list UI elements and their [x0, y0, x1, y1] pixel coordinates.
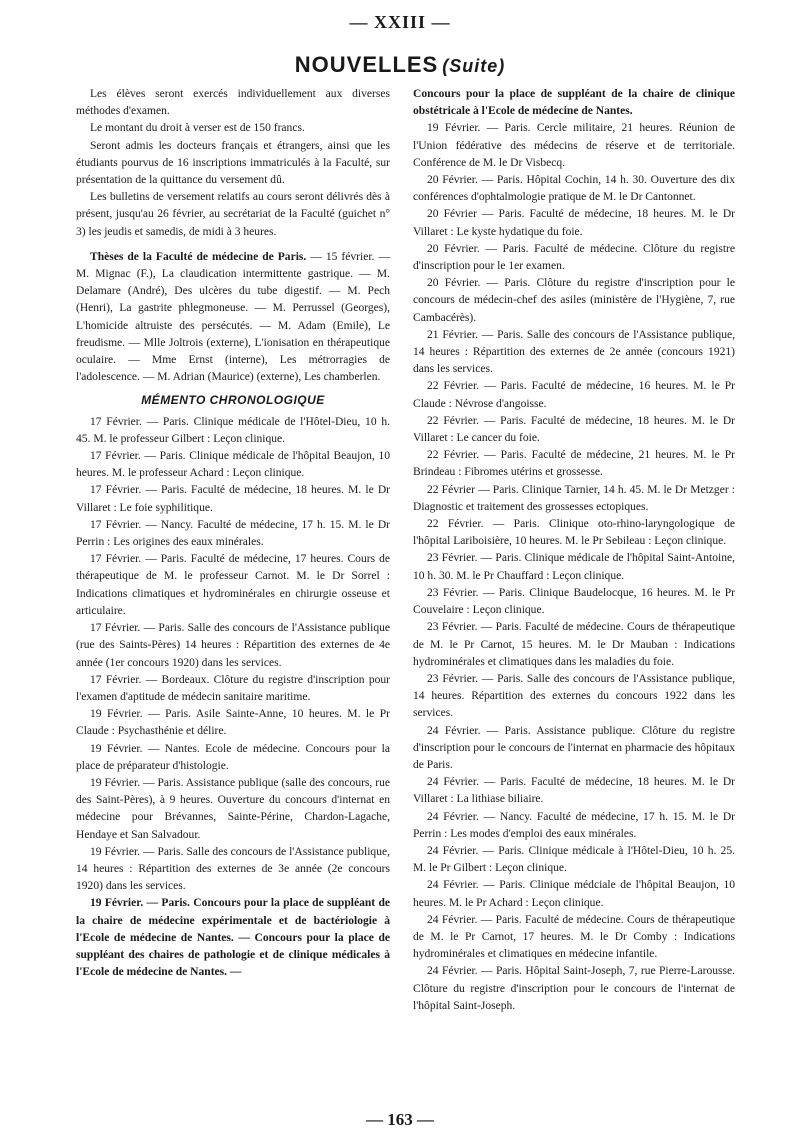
intro-paragraph: Seront admis les docteurs français et étrangers, ainsi que les étudiants pourvus de 16 inscriptions immatriculés à la Faculté, sur présentation de la quittance du versement dû. — [76, 139, 390, 187]
section-title — [0, 52, 800, 78]
memento-entry: 19 Février. — Paris. Salle des concours de l'Assistance publique, 14 heures : Répartition des externes de 3e année (2e concours 1920) dans les services. — [76, 845, 390, 893]
memento-entry: 24 Février. — Paris. Faculté de médecine, 18 heures. M. le Dr Villaret : La lithiase biliaire. — [413, 776, 735, 806]
left-column — [76, 86, 390, 981]
memento-entry: 22 Février. — Paris. Faculté de médecine, 16 heures. M. le Pr Claude : Névrose d'angoisse. — [413, 380, 735, 410]
memento-entry: 17 Février. — Paris. Clinique médicale de l'hôpital Beaujon, 10 heures. M. le professeur Achard : Leçon clinique. — [76, 450, 390, 480]
intro-paragraph: Les bulletins de versement relatifs au cours seront délivrés dès à présent, jusqu'au 26 février, au secrétariat de la Faculté (guichet n° 3) les jeudis et samedis, de midi à 3 heures. — [76, 191, 390, 238]
memento-entry: 20 Février. — Paris. Faculté de médecine. Clôture du registre d'inscription pour le 1er examen. — [413, 242, 735, 273]
memento-entry: 17 Février. — Bordeaux. Clôture du registre d'inscription pour l'examen d'aptitude de médecin sanitaire maritime. — [76, 673, 390, 703]
memento-entry: 22 Février. — Paris. Faculté de médecine, 21 heures. M. le Pr Brindeau : Fibromes utérins et grossesse. — [413, 449, 735, 479]
memento-heading: MÉMENTO CHRONOLOGIQUE — [141, 393, 325, 408]
theses-heading: Thèses de la Faculté de médecine de Paris. — [90, 250, 307, 263]
title-main: NOUVELLES — [294, 52, 439, 77]
memento-entry: 17 Février. — Nancy. Faculté de médecine, 17 h. 15. M. le Dr Perrin : Les origines des eaux minérales. — [76, 518, 390, 549]
memento-entry: 17 Février. — Paris. Faculté de médecine, 17 heures. Cours de thérapeutique de M. le professeur Carnot. M. le Dr Sorrel : Indications climatiques et hydrominérales en chirurgie osseuse et articulaire. — [76, 553, 390, 617]
memento-entry: 17 Février. — Paris. Salle des concours de l'Assistance publique (rue des Saints-Pères) 14 heures : Répartition des externes de 4e année (1er concours 1920) dans les services. — [76, 622, 390, 669]
page-number: — 163 — — [366, 1110, 434, 1129]
memento-entry: 19 Février. — Paris. Assistance publique (salle des concours, rue des Saint-Pères), à 9 heures. Ouverture du concours d'internat en médecine pour Brévannes, Sainte-Périne, Chardon-Lagache, Hendaye et San Salvadour. — [76, 776, 390, 841]
memento-entry: 22 Février — Paris. Clinique Tarnier, 14 h. 45. M. le Dr Metzger : Diagnostic et traitement des grossesses ectopiques. — [413, 483, 735, 513]
intro-paragraph: Le montant du droit à verser est de 150 francs. — [90, 122, 305, 135]
memento-entry: 24 Février. — Paris. Assistance publique. Clôture du registre d'inscription pour le concours de l'internat en pharmacie des hôpitaux de Paris. — [413, 724, 735, 771]
right-column — [413, 86, 735, 1015]
intro-paragraph: Les élèves seront exercés individuellement aux diverses méthodes d'examen. — [76, 88, 390, 118]
memento-entry: 23 Février. — Paris. Clinique Baudelocque, 16 heures. M. le Pr Couvelaire : Leçon clinique. — [413, 586, 735, 617]
memento-entry: 24 Février. — Nancy. Faculté de médecine, 17 h. 15. M. le Dr Perrin : Les modes d'emploi des eaux minérales. — [413, 810, 735, 840]
memento-entry: 20 Février — Paris. Faculté de médecine, 18 heures. M. le Dr Villaret : Le kyste hydatique du foie. — [413, 208, 735, 238]
memento-entry: 23 Février. — Paris. Clinique médicale de l'hôpital Saint-Antoine, 10 h. 30. M. le Pr Chauffard : Leçon clinique. — [413, 552, 735, 582]
theses-body: — 15 février. — M. Mignac (F.), La claudication intermittente gastrique. — M. Delamare (André), Des ulcères du tube digestif. — M. Pech (Henri), La gastrite phlegmoneuse. — M. Perrussel (Georges), L'homicide altruiste des persécutés. — M. Adam (Emile), Le freudisme. — Mlle Joltrois (externe), L'ionisation en thérapeutique oculaire. — Mme Ernst (interne), Les métrorragies de l'adolescence. — M. Adrian (Maurice) (externe), Les chamberlen. — [76, 250, 390, 384]
memento-entry: 17 Février. — Paris. Clinique médicale de l'Hôtel-Dieu, 10 h. 45. M. le professeur Gilbert : Leçon clinique. — [76, 415, 390, 445]
memento-entry-continued: Concours pour la place de suppléant de la chaire de clinique obstétricale à l'Ecole de médecine de Nantes. — [413, 88, 735, 118]
theses-paragraph — [76, 249, 390, 387]
memento-entry: 24 Février. — Paris. Hôpital Saint-Joseph, 7, rue Pierre-Larousse. Clôture du registre d'inscription pour le concours de l'internat de l'hôpital Saint-Joseph. — [413, 965, 735, 1012]
roman-folio: — XXIII — — [349, 12, 451, 32]
memento-entry: 17 Février. — Paris. Faculté de médecine, 18 heures. M. le Dr Villaret : Le foie syphilitique. — [76, 484, 390, 514]
memento-entry: 19 Février. — Paris. Asile Sainte-Anne, 10 heures. M. le Pr Claude : Psychasthénie et délire. — [76, 708, 390, 738]
memento-entry: 22 Février. — Paris. Faculté de médecine, 18 heures. M. le Dr Villaret : Le cancer du foie. — [413, 414, 735, 445]
title-suffix: (Suite) — [442, 56, 506, 76]
memento-entry: 24 Février. — Paris. Clinique médicale à l'Hôtel-Dieu, 10 h. 25. M. le Pr Gilbert : Leçon clinique. — [413, 844, 735, 875]
memento-entry: 21 Février. — Paris. Salle des concours de l'Assistance publique, 14 heures : Répartition des externes de 2e année (concours 1921) dans les services. — [413, 328, 735, 376]
memento-entry: 23 Février. — Paris. Salle des concours de l'Assistance publique, 14 heures. Répartition des externes du concours 1922 dans les services. — [413, 672, 735, 720]
memento-entry: 24 Février. — Paris. Faculté de médecine. Cours de thérapeutique de M. le Pr Carnot, 17 heures. M. le Dr Comby : Indications hydrominérales et climatiques en médecine infantile. — [413, 913, 735, 961]
memento-entry: 20 Février. — Paris. Hôpital Cochin, 14 h. 30. Ouverture des dix conférences d'ophtalmologie pratique de M. le Dr Cantonnet. — [413, 174, 735, 204]
memento-entry: 22 Février. — Paris. Clinique oto-rhino-laryngologique de l'hôpital Lariboisière, 10 heures. M. le Pr Sebileau : Leçon clinique. — [413, 518, 735, 548]
memento-entry: 24 Février. — Paris. Clinique médciale de l'hôpital Beaujon, 10 heures. M. le Pr Achard : Leçon clinique. — [413, 879, 735, 909]
memento-entry: 20 Février. — Paris. Clôture du registre d'inscription pour le concours de médecin-chef des asiles (ministère de l'Hygiène, 7, rue Cambacérès). — [413, 277, 735, 324]
memento-entry: 19 Février. — Nantes. Ecole de médecine. Concours pour la place de préparateur d'histologie. — [76, 742, 390, 772]
memento-entry: 19 Février. — Paris. Concours pour la place de suppléant de la chaire de médecine expérimentale et de bactériologie à l'Ecole de médecine de Nantes. — Concours pour la place de suppléant des chaires de pathologie et de clinique médicales à l'Ecole de médecine de Nantes. — — [76, 897, 390, 979]
memento-entry: 23 Février. — Paris. Faculté de médecine. Cours de thérapeutique de M. le Pr Carnot, 15 heures. M. le Dr Mauban : Indications hydrominérales et climatiques dans les maladies du foie. — [413, 621, 735, 668]
memento-entry: 19 Février. — Paris. Cercle militaire, 21 heures. Réunion de l'Union fédérative des médecins de réserve et de territoriale. Conférence de M. le Dr Visbecq. — [413, 122, 735, 169]
